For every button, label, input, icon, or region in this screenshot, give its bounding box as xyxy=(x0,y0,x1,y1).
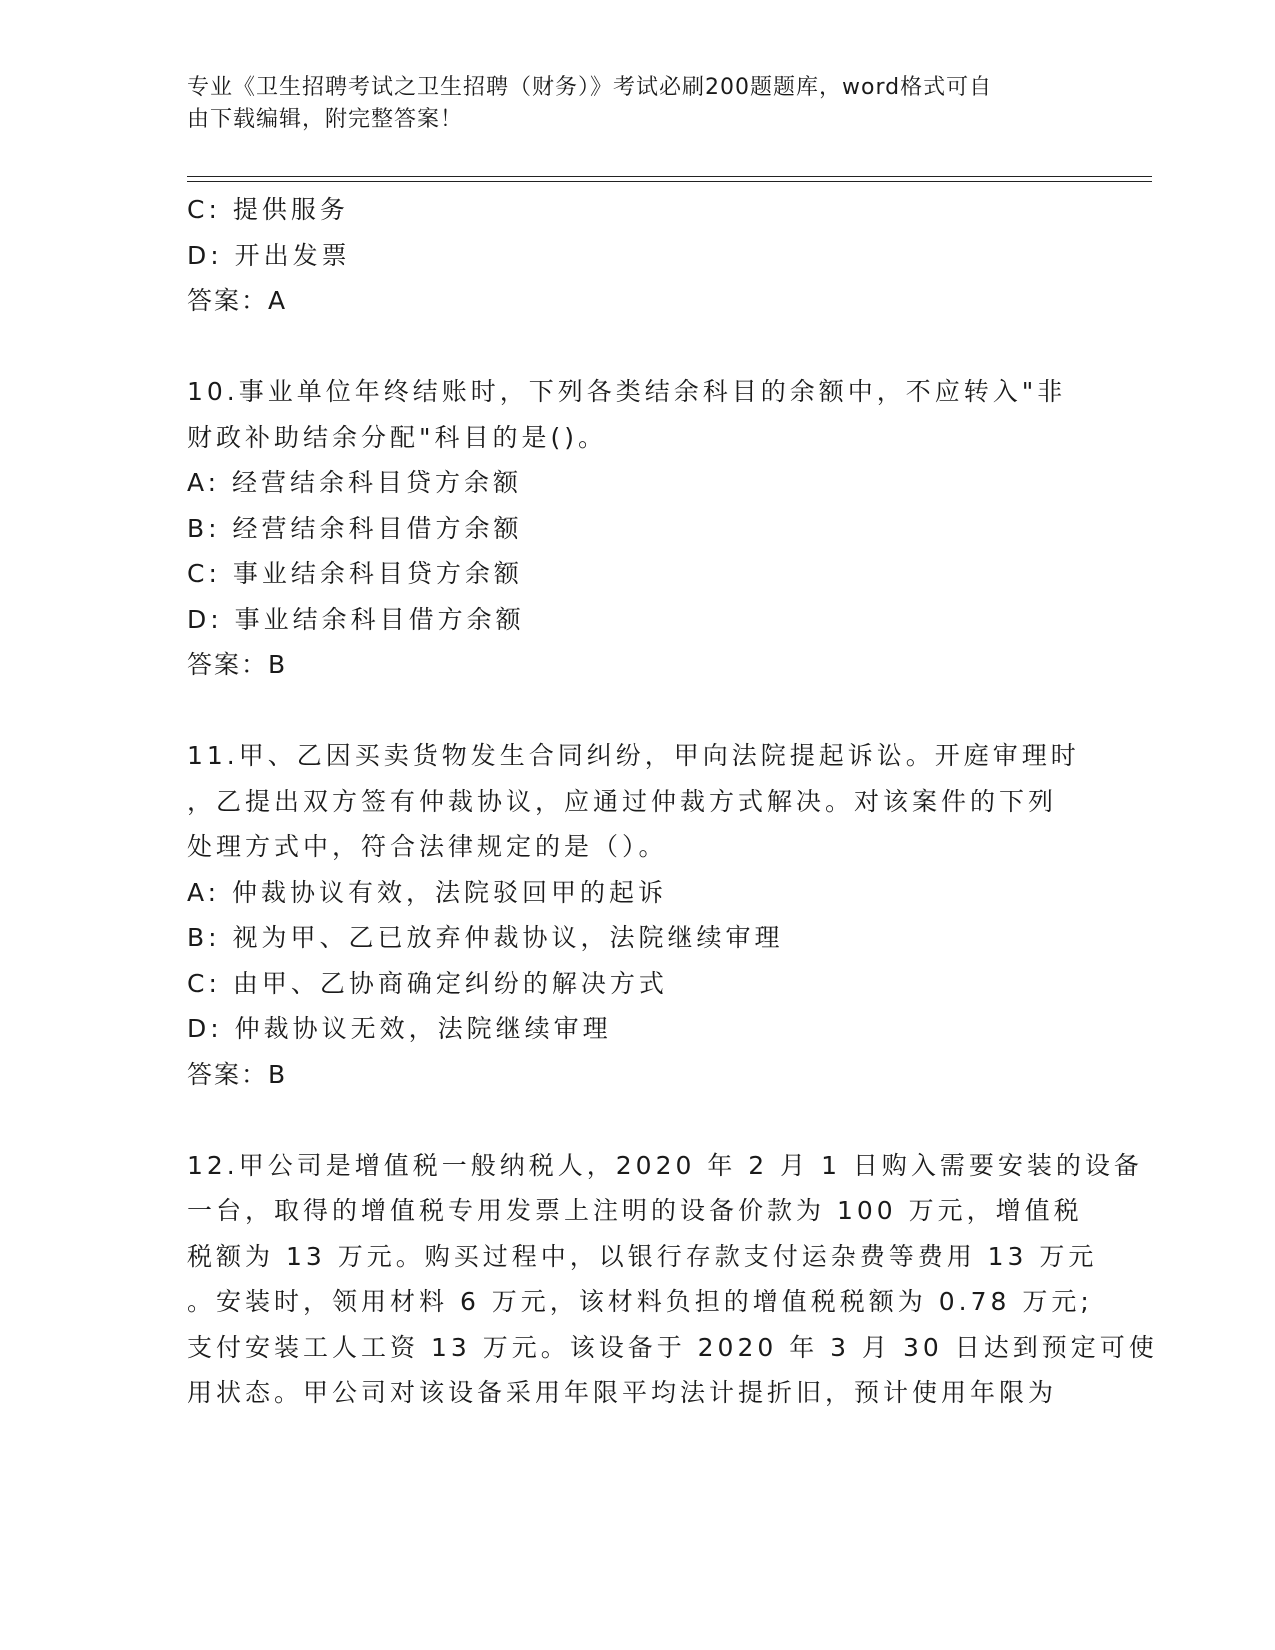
option-d: D: 仲裁协议无效，法院继续审理 xyxy=(187,1014,612,1043)
header-divider xyxy=(187,181,1152,182)
question-stem: 。安装时，领用材料 6 万元，该材料负担的增值税税额为 0.78 万元; xyxy=(187,1287,1093,1316)
question-11 xyxy=(187,733,1087,1097)
option-d: D: 事业结余科目借方余额 xyxy=(187,604,525,634)
header-line: 由下载编辑，附完整答案！ xyxy=(187,107,464,132)
question-stem: 11.甲、乙因买卖货物发生合同纠纷，甲向法院提起诉讼。开庭审理时 xyxy=(187,741,1080,770)
document-header xyxy=(187,72,1067,136)
question-stem: 一台，取得的增值税专用发票上注明的设备价款为 100 万元，增值税 xyxy=(187,1196,1083,1225)
option-c: C: 事业结余科目贷方余额 xyxy=(187,559,523,588)
spacer xyxy=(187,1097,1087,1143)
option-c: C: 提供服务 xyxy=(187,195,349,224)
question-stem: 财政补助结余分配"科目的是()。 xyxy=(187,422,608,452)
question-stem: 10.事业单位年终结账时，下列各类结余科目的余额中，不应转入"非 xyxy=(187,377,1067,406)
answer: 答案：B xyxy=(187,650,288,679)
option-a: A: 经营结余科目贷方余额 xyxy=(187,468,523,497)
header-line: 专业《卫生招聘考试之卫生招聘（财务）》考试必刷200题题库，word格式可自 xyxy=(187,75,993,100)
option-a: A: 仲裁协议有效，法院驳回甲的起诉 xyxy=(187,877,668,907)
question-9 xyxy=(187,187,1087,324)
header-divider xyxy=(187,176,1152,177)
question-stem: 用状态。甲公司对该设备采用年限平均法计提折旧，预计使用年限为 xyxy=(187,1378,1058,1407)
question-content xyxy=(187,187,1158,1416)
answer: 答案：A xyxy=(187,286,288,315)
option-b: B: 经营结余科目借方余额 xyxy=(187,513,523,543)
spacer xyxy=(187,688,1087,734)
question-stem: 12.甲公司是增值税一般纳税人，2020 年 2 月 1 日购入需要安装的设备 xyxy=(187,1150,1143,1180)
option-b: B: 视为甲、乙已放弃仲裁协议，法院继续审理 xyxy=(187,923,784,952)
question-stem: 支付安装工人工资 13 万元。该设备于 2020 年 3 月 30 日达到预定可使 xyxy=(187,1332,1158,1362)
question-12 xyxy=(187,1143,1158,1416)
answer: 答案：B xyxy=(187,1059,288,1089)
question-stem: 税额为 13 万元。购买过程中，以银行存款支付运杂费等费用 13 万元 xyxy=(187,1241,1098,1271)
question-10 xyxy=(187,369,1087,688)
question-stem: 处理方式中，符合法律规定的是（）。 xyxy=(187,832,668,861)
question-stem: ，乙提出双方签有仲裁协议，应通过仲裁方式解决。对该案件的下列 xyxy=(187,786,1058,816)
option-c: C: 由甲、乙协商确定纠纷的解决方式 xyxy=(187,968,668,998)
spacer xyxy=(187,324,1087,370)
option-d: D: 开出发票 xyxy=(187,240,351,270)
